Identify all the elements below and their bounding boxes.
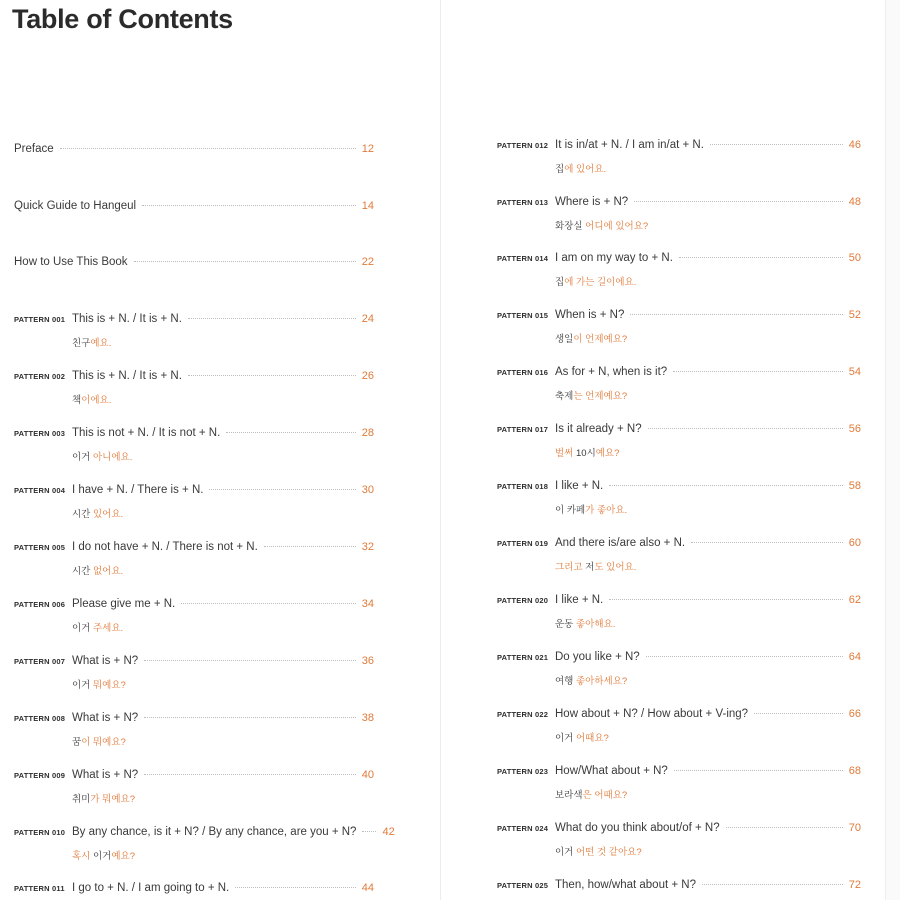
toc-row — [497, 537, 861, 557]
dot-leader — [634, 201, 843, 202]
pattern-title: Is it already + N? — [555, 423, 642, 435]
page-number: 70 — [848, 822, 861, 834]
korean-example — [555, 559, 861, 573]
page-title: Table of Contents — [12, 4, 233, 34]
page-edge — [885, 0, 900, 900]
korean-text: 집 — [555, 164, 565, 175]
korean-highlight: 좋아해요. — [576, 619, 616, 630]
toc-row — [497, 423, 861, 443]
page-number: 36 — [361, 655, 374, 667]
pattern-entry[interactable] — [497, 708, 861, 744]
korean-highlight: 에 있어요. — [564, 164, 607, 175]
page-number: 48 — [848, 196, 861, 208]
toc-row — [497, 651, 861, 671]
dot-leader — [264, 546, 356, 547]
pattern-label: PATTERN 019 — [497, 539, 549, 548]
entry-title: Preface — [14, 143, 54, 155]
korean-highlight: 는 언제예요? — [573, 391, 628, 402]
dot-leader — [646, 656, 843, 657]
korean-example — [72, 848, 374, 862]
korean-example — [72, 620, 374, 634]
pattern-entry[interactable] — [14, 826, 395, 862]
pattern-entry[interactable] — [497, 196, 861, 232]
pattern-entry[interactable] — [14, 655, 374, 691]
dot-leader — [144, 717, 356, 718]
pattern-label: PATTERN 011 — [14, 884, 65, 893]
page-number: 26 — [361, 370, 374, 382]
korean-text: 이거 — [72, 623, 93, 634]
pattern-entry[interactable] — [14, 541, 374, 577]
page-number: 58 — [848, 480, 861, 492]
entry-title: How to Use This Book — [14, 256, 128, 268]
page-number: 46 — [848, 139, 861, 151]
page-number: 64 — [848, 651, 861, 663]
pattern-label: PATTERN 008 — [14, 714, 66, 723]
page-number: 56 — [848, 423, 861, 435]
korean-highlight: 은 어때요? — [582, 790, 628, 801]
pattern-label: PATTERN 001 — [14, 315, 66, 324]
korean-example — [72, 506, 374, 520]
korean-text: 10시 — [573, 448, 596, 459]
korean-text: 화장실 — [555, 221, 586, 232]
korean-text: 집 — [555, 277, 565, 288]
pattern-title: What is + N? — [72, 655, 139, 667]
toc-row — [14, 143, 374, 163]
korean-text: 이 카페 — [555, 505, 586, 516]
korean-example — [555, 331, 861, 345]
dot-leader — [181, 603, 356, 604]
pattern-entry[interactable] — [497, 366, 861, 402]
toc-row — [497, 252, 861, 272]
korean-text: 책 — [72, 395, 82, 406]
page-number: 42 — [382, 826, 395, 838]
korean-highlight: 가 뭐예요? — [90, 794, 135, 805]
pattern-title: It is in/at + N. / I am in/at + N. — [555, 139, 704, 151]
korean-highlight: 어때요? — [576, 733, 609, 744]
korean-text: 시간 — [72, 509, 93, 520]
left-page — [0, 0, 440, 900]
page-number: 54 — [848, 366, 861, 378]
page-number: 62 — [848, 594, 861, 606]
korean-example — [555, 445, 861, 459]
korean-text: 친구 — [72, 338, 91, 349]
pattern-label: PATTERN 005 — [14, 543, 66, 552]
pattern-title: I have + N. / There is + N. — [72, 484, 204, 496]
pattern-entry[interactable] — [497, 252, 861, 288]
pattern-entry[interactable] — [14, 882, 374, 904]
pattern-label: PATTERN 015 — [497, 311, 549, 320]
korean-highlight: 이 언제예요? — [573, 334, 628, 345]
pattern-label: PATTERN 007 — [14, 657, 66, 666]
korean-example — [72, 734, 374, 748]
toc-row — [497, 708, 861, 728]
pattern-label: PATTERN 013 — [497, 198, 549, 207]
pattern-entry[interactable] — [497, 423, 861, 459]
pattern-title: And there is/are also + N. — [555, 537, 686, 549]
pattern-entry[interactable] — [497, 537, 861, 573]
pattern-title: What is + N? — [72, 712, 139, 724]
pattern-title: Then, how/what about + N? — [555, 879, 696, 891]
toc-row — [497, 480, 861, 500]
korean-text: 이거 — [555, 847, 576, 858]
toc-row — [14, 769, 374, 789]
dot-leader — [226, 432, 355, 433]
pattern-title: How/What about + N? — [555, 765, 668, 777]
page-number: 60 — [848, 537, 861, 549]
korean-text: 이거 — [90, 851, 112, 862]
korean-text: 여행 — [555, 676, 576, 687]
pattern-entry[interactable] — [497, 139, 861, 175]
toc-entry[interactable] — [14, 143, 374, 165]
toc-row — [14, 200, 374, 220]
page-number: 66 — [848, 708, 861, 720]
toc-row — [497, 879, 861, 899]
page-number: 34 — [361, 598, 374, 610]
pattern-label: PATTERN 017 — [497, 425, 549, 434]
korean-example — [555, 844, 861, 858]
pattern-label: PATTERN 023 — [497, 767, 549, 776]
pattern-title: Do you like + N? — [555, 651, 640, 663]
page-number: 72 — [848, 879, 861, 891]
pattern-label: PATTERN 012 — [497, 141, 549, 150]
toc-row — [14, 370, 374, 390]
korean-highlight: 예요? — [595, 448, 620, 459]
dot-leader — [754, 713, 843, 714]
page-number: 32 — [361, 541, 374, 553]
dot-leader — [134, 261, 356, 262]
entry-title: Quick Guide to Hangeul — [14, 200, 137, 212]
korean-highlight: 도 있어요. — [594, 562, 637, 573]
pattern-label: PATTERN 010 — [14, 828, 66, 837]
korean-example — [72, 449, 374, 463]
pattern-title: When is + N? — [555, 309, 625, 321]
korean-text: 꿈 — [72, 737, 82, 748]
korean-text: 보라색 — [555, 790, 583, 801]
korean-example — [555, 787, 861, 801]
page-number: 52 — [848, 309, 861, 321]
pattern-label: PATTERN 022 — [497, 710, 549, 719]
korean-example — [72, 335, 374, 349]
page-number: 44 — [361, 882, 374, 894]
korean-highlight: 이에요. — [81, 395, 112, 406]
toc-entry[interactable] — [14, 256, 374, 278]
pattern-label: PATTERN 004 — [14, 486, 66, 495]
page-number: 38 — [361, 712, 374, 724]
pattern-entry[interactable] — [14, 712, 374, 748]
korean-highlight: 아니에요. — [93, 452, 133, 463]
korean-example — [555, 616, 861, 630]
dot-leader — [726, 827, 843, 828]
pattern-entry[interactable] — [497, 309, 861, 345]
page-number: 12 — [361, 143, 374, 155]
korean-text: 저 — [582, 562, 595, 573]
korean-text: 이거 — [555, 733, 576, 744]
dot-leader — [209, 489, 355, 490]
dot-leader — [188, 375, 356, 376]
korean-text: 생일 — [555, 334, 574, 345]
toc-row — [497, 765, 861, 785]
dot-leader — [710, 144, 843, 145]
dot-leader — [630, 314, 842, 315]
korean-highlight: 가 좋아요. — [585, 505, 628, 516]
toc-row — [497, 139, 861, 159]
dot-leader — [188, 318, 356, 319]
pattern-entry[interactable] — [497, 651, 861, 687]
korean-example — [555, 161, 861, 175]
toc-row — [497, 822, 861, 842]
pattern-entry[interactable] — [14, 484, 374, 520]
toc-row — [497, 366, 861, 386]
right-page — [440, 0, 887, 900]
pattern-label: PATTERN 016 — [497, 368, 549, 377]
dot-leader — [702, 884, 843, 885]
korean-highlight: 없어요. — [93, 566, 124, 577]
pattern-label: PATTERN 021 — [497, 653, 549, 662]
korean-text: 축제 — [555, 391, 574, 402]
korean-highlight: 좋아하세요? — [576, 676, 628, 687]
toc-entry[interactable] — [14, 200, 374, 222]
dot-leader — [609, 599, 842, 600]
dot-leader — [235, 887, 356, 888]
pattern-entry[interactable] — [497, 594, 861, 630]
toc-row — [14, 712, 374, 732]
dot-leader — [144, 660, 356, 661]
korean-highlight: 혹시 — [72, 851, 91, 862]
pattern-title: I like + N. — [555, 594, 604, 606]
dot-leader — [60, 148, 356, 149]
dot-leader — [673, 371, 843, 372]
korean-text: 이거 — [72, 680, 93, 691]
pattern-entry[interactable] — [497, 822, 861, 858]
korean-text: 이거 — [72, 452, 93, 463]
dot-leader — [691, 542, 843, 543]
toc-row — [497, 309, 861, 329]
page-number: 22 — [361, 256, 374, 268]
korean-highlight: 뭐예요? — [93, 680, 126, 691]
korean-highlight: 어디에 있어요? — [585, 221, 649, 232]
pattern-title: By any chance, is it + N? / By any chance, are you + N? — [72, 826, 357, 838]
pattern-title: What is + N? — [72, 769, 139, 781]
korean-highlight: 예요? — [111, 851, 135, 862]
korean-highlight: 벌써 — [555, 448, 574, 459]
korean-highlight: 주세요. — [93, 623, 124, 634]
korean-highlight: 어떤 것 같아요? — [576, 847, 642, 858]
toc-row — [14, 484, 374, 504]
pattern-entry[interactable] — [497, 765, 861, 801]
korean-highlight: 있어요. — [93, 509, 124, 520]
korean-example — [72, 392, 374, 406]
pattern-title: This is not + N. / It is not + N. — [72, 427, 221, 439]
toc-row — [497, 594, 861, 614]
pattern-entry[interactable] — [14, 313, 374, 349]
page-number: 30 — [361, 484, 374, 496]
pattern-title: I do not have + N. / There is not + N. — [72, 541, 258, 553]
page-number: 50 — [848, 252, 861, 264]
korean-text: 시간 — [72, 566, 93, 577]
dot-leader — [679, 257, 843, 258]
dot-leader — [609, 485, 842, 486]
pattern-label: PATTERN 003 — [14, 429, 66, 438]
pattern-label: PATTERN 002 — [14, 372, 66, 381]
pattern-title: I like + N. — [555, 480, 604, 492]
pattern-title: How about + N? / How about + V-ing? — [555, 708, 749, 720]
page-number: 40 — [361, 769, 374, 781]
pattern-entry[interactable] — [497, 879, 861, 901]
dot-leader — [142, 205, 356, 206]
dot-leader — [648, 428, 843, 429]
korean-example — [555, 502, 861, 516]
korean-example — [72, 677, 374, 691]
dot-leader — [674, 770, 843, 771]
pattern-title: What do you think about/of + N? — [555, 822, 720, 834]
korean-highlight: 에 가는 길이에요. — [564, 277, 637, 288]
toc-row — [14, 541, 374, 561]
korean-highlight: 예요. — [90, 338, 112, 349]
toc-row — [14, 256, 374, 276]
page-number: 28 — [361, 427, 374, 439]
korean-text: 운동 — [555, 619, 576, 630]
toc-row — [14, 313, 374, 333]
pattern-label: PATTERN 020 — [497, 596, 549, 605]
pattern-label: PATTERN 006 — [14, 600, 66, 609]
toc-row — [14, 598, 374, 618]
korean-example — [555, 388, 861, 402]
pattern-title: As for + N, when is it? — [555, 366, 668, 378]
pattern-title: I am on my way to + N. — [555, 252, 673, 264]
pattern-title: I go to + N. / I am going to + N. — [72, 882, 230, 894]
pattern-label: PATTERN 009 — [14, 771, 66, 780]
korean-example — [72, 791, 374, 805]
pattern-entry[interactable] — [497, 480, 861, 516]
pattern-label: PATTERN 025 — [497, 881, 549, 890]
pattern-label: PATTERN 018 — [497, 482, 549, 491]
korean-highlight: 그리고 — [555, 562, 583, 573]
pattern-entry[interactable] — [14, 598, 374, 634]
toc-row — [14, 826, 395, 846]
toc-row — [14, 882, 374, 902]
pattern-title: This is + N. / It is + N. — [72, 370, 182, 382]
pattern-label: PATTERN 014 — [497, 254, 549, 263]
pattern-title: Please give me + N. — [72, 598, 176, 610]
korean-example — [555, 218, 861, 232]
pattern-title: Where is + N? — [555, 196, 629, 208]
pattern-label: PATTERN 024 — [497, 824, 549, 833]
korean-example — [72, 563, 374, 577]
page-number: 24 — [361, 313, 374, 325]
toc-row — [14, 427, 374, 447]
pattern-entry[interactable] — [14, 769, 374, 805]
pattern-entry[interactable] — [14, 370, 374, 406]
page-number: 68 — [848, 765, 861, 777]
toc-row — [497, 196, 861, 216]
page-number: 14 — [361, 200, 374, 212]
korean-text: 취미 — [72, 794, 91, 805]
pattern-title: This is + N. / It is + N. — [72, 313, 182, 325]
korean-highlight: 이 뭐예요? — [81, 737, 126, 748]
korean-example — [555, 274, 861, 288]
dot-leader — [144, 774, 356, 775]
korean-example — [555, 673, 861, 687]
korean-example — [555, 730, 861, 744]
pattern-entry[interactable] — [14, 427, 374, 463]
toc-row — [14, 655, 374, 675]
dot-leader — [362, 831, 376, 832]
